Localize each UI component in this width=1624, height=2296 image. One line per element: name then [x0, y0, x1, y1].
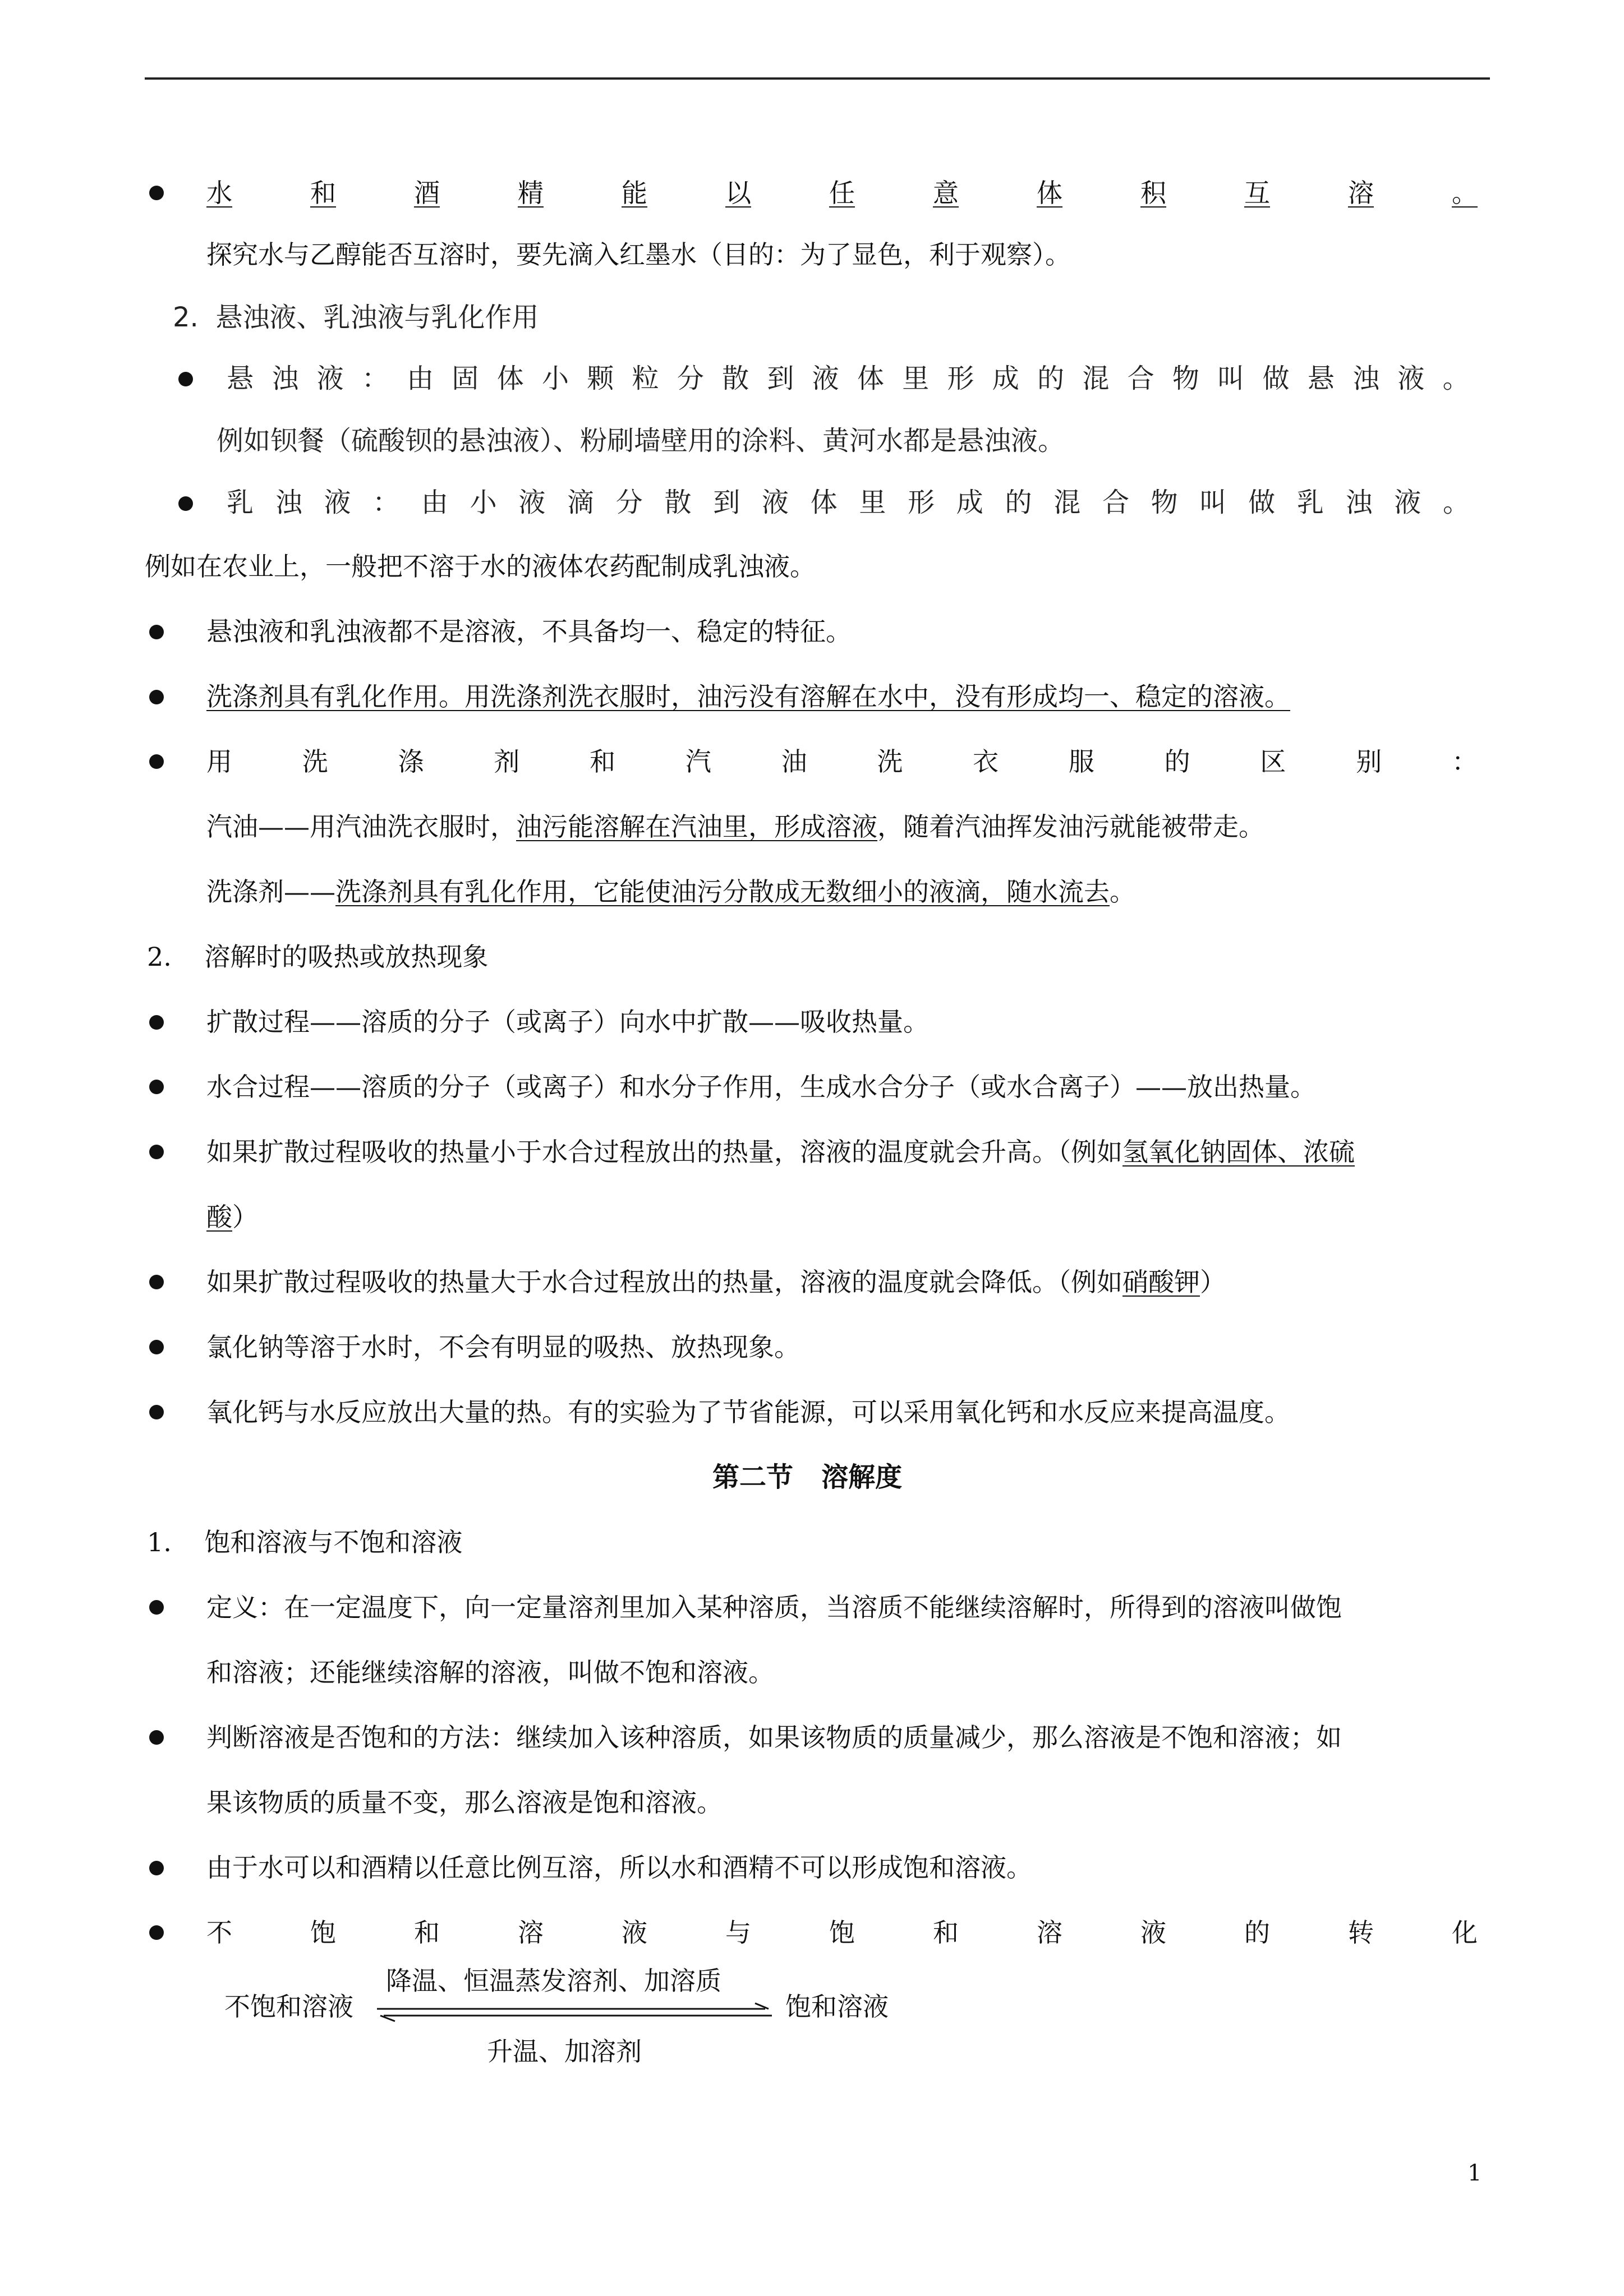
- diagram-right-label: 饱和溶液: [785, 1991, 889, 2022]
- spaced-char: 和: [933, 1917, 959, 1948]
- bullet: [149, 1080, 164, 1094]
- spaced-char: 溶: [1037, 1917, 1062, 1948]
- nacl-line: 氯化钠等溶于水时，不会有明显的吸热、放热现象。: [206, 1332, 800, 1362]
- spaced-char: 体: [496, 363, 524, 394]
- spaced-char: 做: [1248, 487, 1276, 518]
- diagram-top-label: 降温、恒温蒸发溶剂、加溶质: [386, 1966, 721, 1996]
- spaced-char: 的: [1244, 1917, 1270, 1948]
- spaced-char: 混: [1053, 487, 1081, 518]
- rise-prefix: 如果扩散过程吸收的热量小于水合过程放出的热量，溶液的温度就会升高。（例如: [206, 1137, 1122, 1167]
- bullet: [149, 1340, 164, 1354]
- fall-underlined: 硝酸钾: [1122, 1267, 1200, 1297]
- spaced-char: 的: [1005, 487, 1032, 518]
- bullet: [149, 1015, 164, 1030]
- hydration-line: 水合过程——溶质的分子（或离子）和水分子作用，生成水合分子（或水合离子）——放出热量。: [206, 1072, 1316, 1102]
- spaced-char: 浊: [1345, 487, 1373, 518]
- section-heat-title: 2. 溶解时的吸热或放热现象: [147, 942, 489, 972]
- bullet: [149, 1145, 164, 1159]
- spaced-char: ：: [361, 363, 389, 394]
- bullet: [149, 754, 164, 769]
- spaced-char: 饱: [829, 1917, 855, 1948]
- spaced-char: 。: [1442, 487, 1470, 518]
- spaced-char: 颗: [587, 363, 614, 394]
- spaced-char: 服: [1068, 746, 1094, 777]
- spaced-char: 和: [310, 178, 336, 208]
- spaced-char: 的: [1164, 746, 1190, 777]
- spaced-char: 成: [956, 487, 983, 518]
- spaced-char: 区: [1260, 746, 1286, 777]
- spaced-char: 分: [615, 487, 643, 518]
- spaced-char: 乳: [227, 487, 254, 518]
- bullet: [178, 372, 193, 386]
- spaced-char: 成: [992, 363, 1019, 394]
- spaced-char: 做: [1262, 363, 1290, 394]
- spaced-char: 悬: [227, 363, 254, 394]
- bullet: [149, 1730, 164, 1745]
- spaced-char: 叫: [1217, 363, 1245, 394]
- spaced-char: 小: [470, 487, 497, 518]
- detergent-suffix: 。: [1110, 877, 1135, 907]
- bullet: [149, 1405, 164, 1419]
- detergent-line: 洗涤剂具有乳化作用。用洗涤剂洗衣服时，油污没有溶解在水中，没有形成均一、稳定的溶液。: [206, 681, 1290, 712]
- spaced-char: 液: [1397, 363, 1425, 394]
- spaced-char: 形: [908, 487, 935, 518]
- gasoline-prefix: 汽油——用汽油洗衣服时，: [206, 812, 516, 842]
- definition-line-2: 和溶液；还能继续溶解的溶液，叫做不饱和溶液。: [206, 1657, 774, 1688]
- spaced-char: 体: [857, 363, 884, 394]
- water-alcohol-sub: 探究水与乙醇能否互溶时，要先滴入红墨水（目的：为了显色，利于观察）。: [206, 239, 1071, 270]
- spaced-char: 由: [421, 487, 448, 518]
- difference-title: [206, 745, 1478, 778]
- spaced-char: 合: [1102, 487, 1129, 518]
- alcohol-line: 由于水可以和酒精以任意比例互溶，所以水和酒精不可以形成饱和溶液。: [206, 1852, 1032, 1883]
- spaced-char: 浊: [1352, 363, 1380, 394]
- spaced-char: 物: [1151, 487, 1178, 518]
- spaced-char: 合: [1127, 363, 1154, 394]
- spaced-char: 水: [206, 178, 232, 208]
- spaced-char: 溶: [1348, 178, 1374, 208]
- spaced-char: 洗: [877, 746, 903, 777]
- bullet: [149, 625, 164, 639]
- temperature-rise-line-2: [206, 1200, 258, 1234]
- spaced-char: 的: [1037, 363, 1065, 394]
- diffusion-line: 扩散过程——溶质的分子（或离子）向水中扩散——吸收热量。: [206, 1007, 929, 1037]
- spaced-char: 体: [1037, 178, 1062, 208]
- spaced-char: 化: [1452, 1917, 1478, 1948]
- spaced-char: 酒: [414, 178, 440, 208]
- spaced-char: 形: [947, 363, 974, 394]
- spaced-char: 汽: [685, 746, 711, 777]
- spaced-char: 滴: [567, 487, 595, 518]
- rise-underlined-2: 酸: [206, 1202, 232, 1232]
- section-heading: 第二节 溶解度: [712, 1461, 903, 1493]
- spaced-char: 用: [206, 746, 232, 777]
- spaced-char: 溶: [518, 1917, 544, 1948]
- spaced-char: 意: [933, 178, 959, 208]
- spaced-char: 物: [1172, 363, 1199, 394]
- spaced-char: 散: [722, 363, 749, 394]
- emulsion-definition: [227, 486, 1470, 519]
- spaced-char: 浊: [275, 487, 302, 518]
- saturation-title: 1. 饱和溶液与不饱和溶液: [147, 1527, 463, 1557]
- spaced-char: 体: [810, 487, 838, 518]
- spaced-char: 粒: [632, 363, 659, 394]
- gasoline-line: [206, 810, 1264, 843]
- spaced-char: ：: [372, 487, 400, 518]
- conversion-title: [206, 1916, 1478, 1949]
- section-suspension-title: 2. 悬浊液、乳浊液与乳化作用: [173, 302, 539, 333]
- spaced-char: 液: [316, 363, 344, 394]
- spaced-char: 叫: [1199, 487, 1227, 518]
- fall-prefix: 如果扩散过程吸收的热量大于水合过程放出的热量，溶液的温度就会降低。（例如: [206, 1267, 1122, 1297]
- bullet: [149, 690, 164, 704]
- spaced-char: 别: [1356, 746, 1382, 777]
- bullet: [149, 1600, 164, 1615]
- judge-line-1: 判断溶液是否饱和的方法：继续加入该种溶质，如果该物质的质量减少，那么溶液是不饱和溶液；如: [206, 1722, 1342, 1753]
- spaced-char: 液: [324, 487, 351, 518]
- suspension-definition: [227, 362, 1470, 395]
- spaced-char: 互: [1244, 178, 1270, 208]
- spaced-char: 任: [829, 178, 855, 208]
- spaced-char: 液: [812, 363, 839, 394]
- rise-underlined: 氢氧化钠固体、浓硫: [1122, 1137, 1355, 1167]
- spaced-char: 和: [414, 1917, 440, 1948]
- suspension-example: 例如钡餐（硫酸钡的悬浊液）、粉刷墙壁用的涂料、黄河水都是悬浊液。: [217, 425, 1065, 457]
- spaced-char: 剂: [494, 746, 520, 777]
- spaced-char: 饱: [310, 1917, 336, 1948]
- page-number: 1: [1467, 2160, 1482, 2186]
- detergent-wash-line: [206, 875, 1135, 909]
- spaced-char: 里: [859, 487, 886, 518]
- spaced-char: 里: [902, 363, 930, 394]
- spaced-char: 小: [541, 363, 569, 394]
- gasoline-underlined: 油污能溶解在汽油里，形成溶液: [516, 812, 877, 842]
- spaced-char: 到: [767, 363, 794, 394]
- spaced-char: 洗: [302, 746, 328, 777]
- double-arrow: [376, 2001, 774, 2023]
- cao-line: 氧化钙与水反应放出大量的热。有的实验为了节省能源，可以采用氧化钙和水反应来提高温度。: [206, 1397, 1290, 1427]
- spaced-char: 衣: [973, 746, 999, 777]
- spaced-char: 分: [677, 363, 704, 394]
- definition-line-1: 定义：在一定温度下，向一定量溶剂里加入某种溶质，当溶质不能继续溶解时，所得到的溶液叫做饱: [206, 1592, 1342, 1622]
- spaced-char: 乳: [1296, 487, 1324, 518]
- gasoline-suffix: ，随着汽油挥发油污就能被带走。: [877, 812, 1264, 842]
- temperature-rise-line: [206, 1135, 1355, 1169]
- spaced-char: 与: [725, 1917, 751, 1948]
- spaced-char: 。: [1442, 363, 1470, 394]
- spaced-char: 固: [452, 363, 479, 394]
- spaced-char: 混: [1082, 363, 1110, 394]
- spaced-char: 能: [622, 178, 647, 208]
- detergent-prefix: 洗涤剂——: [206, 877, 335, 907]
- temperature-fall-line: [206, 1265, 1226, 1299]
- detergent-underlined: 洗涤剂具有乳化作用，它能使油污分散成无数细小的液滴，随水流去: [335, 877, 1110, 907]
- bullet: [178, 496, 193, 511]
- spaced-char: 到: [713, 487, 740, 518]
- spaced-char: 精: [518, 178, 544, 208]
- spaced-char: 液: [622, 1917, 647, 1948]
- spaced-char: ：: [1451, 746, 1478, 777]
- spaced-char: 浊: [272, 363, 299, 394]
- bullet: [149, 1925, 164, 1940]
- water-alcohol-line: [206, 176, 1478, 210]
- spaced-char: 和: [590, 746, 616, 777]
- diagram-left-label: 不饱和溶液: [224, 1991, 353, 2022]
- spaced-char: 液: [1140, 1917, 1166, 1948]
- spaced-char: 由: [407, 363, 434, 394]
- spaced-char: 转: [1348, 1917, 1374, 1948]
- not-solution-line: 悬浊液和乳浊液都不是溶液，不具备均一、稳定的特征。: [206, 616, 852, 647]
- spaced-char: 积: [1140, 178, 1166, 208]
- spaced-char: 悬: [1307, 363, 1335, 394]
- bullet: [149, 1861, 164, 1875]
- header-rule: [145, 77, 1490, 80]
- spaced-char: 液: [518, 487, 546, 518]
- bullet: [149, 1275, 164, 1289]
- spaced-char: 不: [206, 1917, 232, 1948]
- spaced-char: 涤: [398, 746, 424, 777]
- spaced-char: 液: [761, 487, 789, 518]
- spaced-char: 。: [1452, 178, 1478, 208]
- spaced-char: 油: [781, 746, 807, 777]
- spaced-char: 液: [1394, 487, 1421, 518]
- spaced-char: 散: [664, 487, 692, 518]
- spaced-char: 以: [725, 178, 751, 208]
- fall-suffix: ）: [1200, 1267, 1226, 1297]
- bullet: [149, 186, 164, 200]
- emulsion-example: 例如在农业上，一般把不溶于水的液体农药配制成乳浊液。: [145, 551, 816, 582]
- judge-line-2: 果该物质的质量不变，那么溶液是饱和溶液。: [206, 1787, 723, 1818]
- diagram-bottom-label: 升温、加溶剂: [487, 2036, 642, 2067]
- rise-suffix: ）: [232, 1202, 258, 1232]
